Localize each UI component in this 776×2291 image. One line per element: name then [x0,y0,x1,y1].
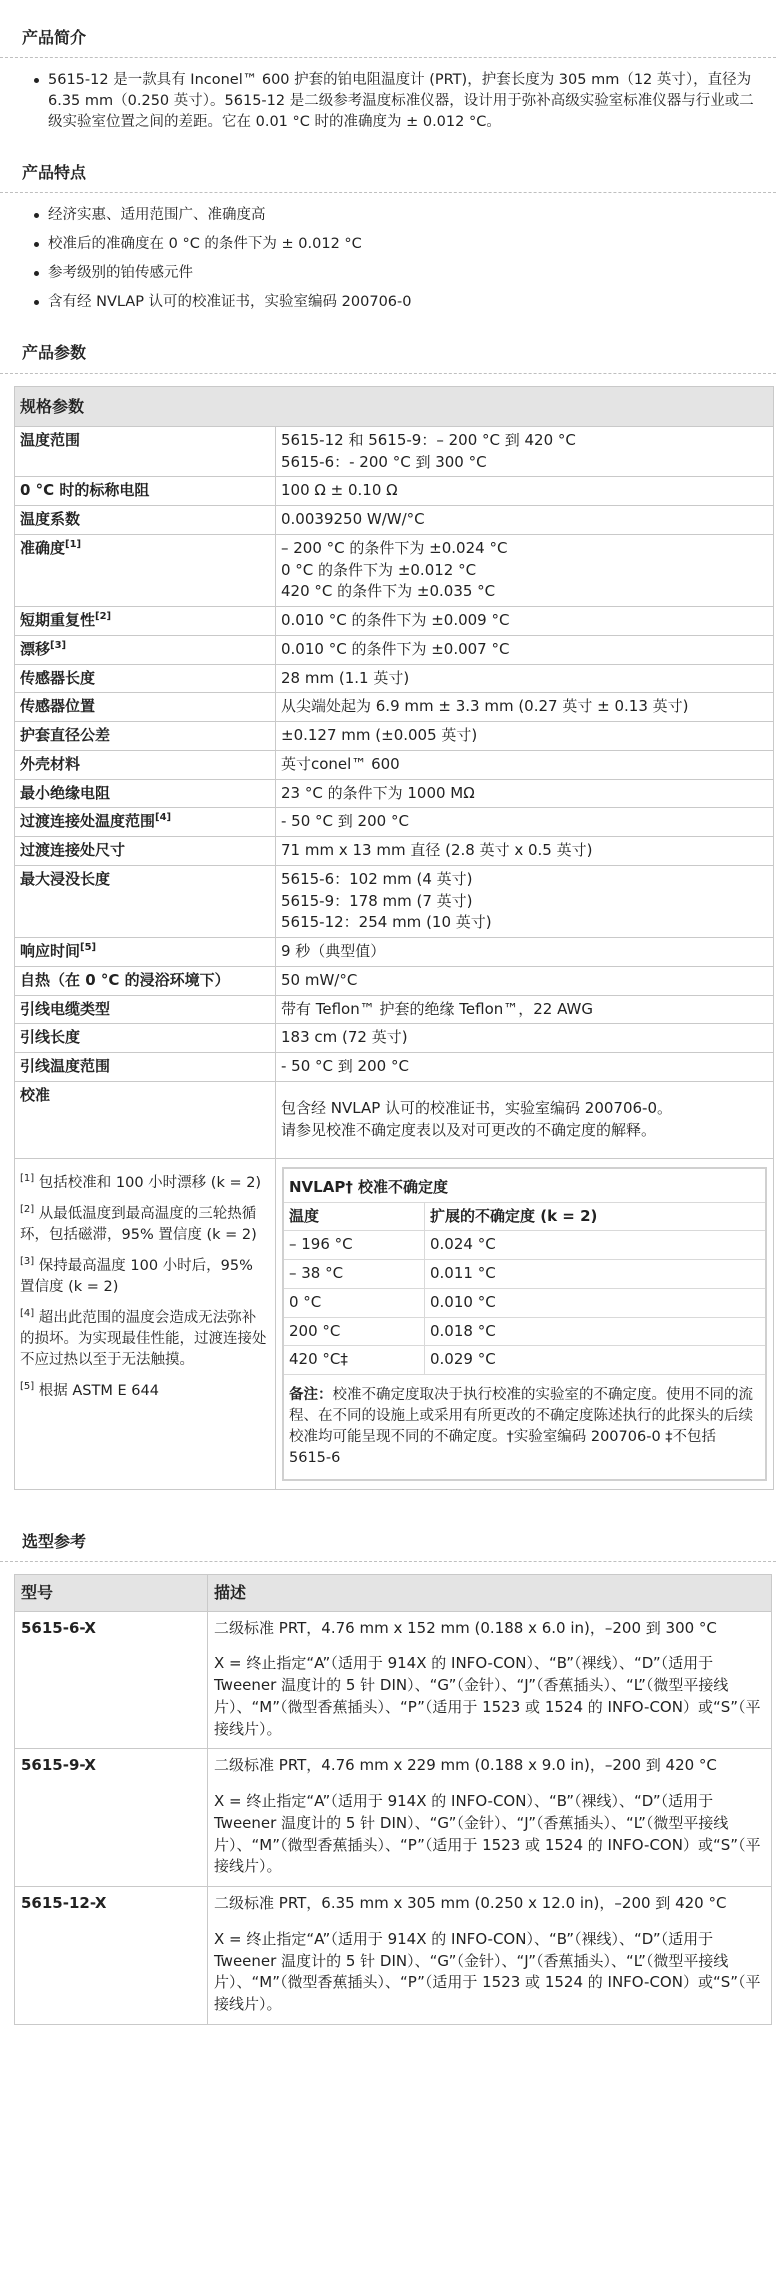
spec-label-cell [15,865,276,937]
spec-value-cell [276,938,774,967]
nvlap-cell [276,1158,774,1489]
spec-row [15,722,774,751]
spec-label-cell [15,607,276,636]
spec-value-cell [276,607,774,636]
nvlap-note-text: 校准不确定度取决于执行校准的实验室的不确定度。使用不同的流程、在不同的设施上或采用有所更改的不确定度陈述执行的此探头的后续校准均可能呈现不同的不确定度。†实验室编码 200706-0 ‡不包括 5615-6 [289,1387,753,1467]
spec-label: 响应时间 [20,942,81,961]
spec-value-line: 带有 Teflon™ 护套的绝缘 Teflon™，22 AWG [281,999,594,1018]
calibration-line: 请参见校准不确定度表以及对可更改的不确定度的解释。 [281,1120,657,1139]
spec-row [15,808,774,837]
spec-row [15,664,774,693]
spec-row [15,966,774,995]
footnote-text: 根据 ASTM E 644 [34,1382,159,1399]
spec-value-line: 183 cm (72 英寸) [281,1028,408,1047]
spec-caption-row [15,386,774,426]
spec-value-cell [276,750,774,779]
features-list [0,205,776,327]
spec-value-line: 5615-12 和 5615-9：– 200 °C 到 420 °C [281,430,576,449]
model-detail: X = 终止指定“A”（适用于 914X 的 INFO-CON）、“B”（裸线）、“D”（适用于 Tweener 温度计的 5 针 DIN）、“G”（金针）、“J”（香蕉插头）、“L”（微型平接线片）、“M”（微型香蕉插头）、“P”（适用于 1523 或 1524 的 INFO-CON）或“S”（平接线片）。 [214,1654,761,1738]
model-code: 5615-9-X [15,1749,208,1887]
footnote-item [20,1381,270,1402]
spec-value-line: 100 Ω ± 0.10 Ω [281,481,398,500]
intro-heading: 产品简介 [0,12,776,58]
spec-label: 温度范围 [20,430,81,449]
spec-row [15,506,774,535]
footnote-item [20,1256,270,1298]
spec-value-line: 5615-6：- 200 °C 到 300 °C [281,452,487,471]
model-row [15,1749,772,1887]
calibration-value [276,1081,774,1158]
spec-row [15,750,774,779]
spec-row [15,426,774,477]
spec-label: 传感器位置 [20,697,96,716]
footnote-row [15,1158,774,1489]
spec-label-cell [15,808,276,837]
spec-label: 最小绝缘电阻 [20,783,111,802]
footnote-text: 超出此范围的温度会造成无法弥补的损坏。为实现最佳性能，过渡连接处不应过热以至于无法触摸。 [20,1309,267,1368]
spec-value-line: 英寸conel™ 600 [281,754,400,773]
spec-label-cell [15,506,276,535]
feature-item: 校准后的准确度在 0 °C 的条件下为 ± 0.012 °C [34,234,756,255]
spec-label-cell [15,426,276,477]
footnote-text: 保持最高温度 100 小时后，95% 置信度 (k = 2) [20,1257,253,1295]
nvlap-row [283,1260,766,1289]
spec-value-cell [276,635,774,664]
spec-value-line: - 50 °C 到 200 °C [281,1057,409,1076]
spec-row [15,995,774,1024]
spec-value-line: 71 mm x 13 mm 直径 (2.8 英寸 x 0.5 英寸) [281,841,593,860]
nvlap-row [283,1317,766,1346]
params-heading: 产品参数 [0,327,776,373]
model-desc-cell [208,1749,772,1887]
spec-row [15,1053,774,1082]
spec-value-cell [276,1053,774,1082]
spec-label: 漂移 [20,639,51,658]
footnote-item [20,1173,270,1194]
models-heading: 选型参考 [0,1516,776,1562]
spec-value-cell [276,966,774,995]
footnotes [15,1158,276,1489]
footnote-mark: [4] [20,1308,35,1320]
spec-label-cell [15,722,276,751]
spec-value-line: 9 秒（典型值） [281,942,386,961]
spec-value-line: 从尖端处起为 6.9 mm ± 3.3 mm (0.27 英寸 ± 0.13 英寸) [281,697,689,716]
spec-value-cell [276,506,774,535]
footnote-mark: [2] [20,1204,35,1216]
spec-label-cell [15,779,276,808]
footnote-mark: [5] [20,1381,35,1393]
spec-value-line: ±0.127 mm (±0.005 英寸) [281,726,478,745]
model-desc-cell [208,1887,772,2025]
spec-label: 短期重复性 [20,611,96,630]
spec-label: 引线电缆类型 [20,999,111,1018]
nvlap-unc: 0.018 °C [425,1317,767,1346]
spec-label: 自热（在 0 °C 的浸浴环境下） [20,970,230,989]
intro-text: 5615-12 是一款具有 Inconel™ 600 护套的铂电阻温度计 (PRT)，护套长度为 305 mm（12 英寸），直径为 6.35 mm（0.250 英寸）。5615-12 是二级参考温度标准仪器，设计用于弥补高级实验室标准仪器与行业或二级实验室位置之间的差距。它在 0.01 °C 时的准确度为 ± 0.012 °C。 [34,70,756,133]
spec-label: 引线温度范围 [20,1057,111,1076]
spec-label: 护套直径公差 [20,726,111,745]
spec-row [15,693,774,722]
spec-value-line: 0 °C 的条件下为 ±0.012 °C [281,560,477,579]
spec-row [15,779,774,808]
spec-value-cell [276,664,774,693]
nvlap-row [283,1231,766,1260]
spec-row [15,865,774,937]
spec-label-cell [15,664,276,693]
footnote-item [20,1204,270,1246]
spec-value-line: 28 mm (1.1 英寸) [281,668,410,687]
model-row [15,1887,772,2025]
spec-value-line: 0.0039250 W/W/°C [281,510,425,529]
nvlap-unc: 0.029 °C [425,1346,767,1375]
calibration-row [15,1081,774,1158]
spec-value-line: 5615-12：254 mm (10 英寸) [281,913,492,932]
footnote-text: 包括校准和 100 小时漂移 (k = 2) [34,1174,262,1191]
nvlap-unc: 0.024 °C [425,1231,767,1260]
model-header-row [15,1575,772,1611]
spec-label-cell [15,693,276,722]
spec-label-cell [15,750,276,779]
nvlap-row [283,1288,766,1317]
spec-footnote-ref: [5] [80,942,97,954]
footnote-text: 从最低温度到最高温度的三轮热循环，包括磁滞，95% 置信度 (k = 2) [20,1205,257,1243]
model-code: 5615-12-X [15,1887,208,2025]
spec-label-cell [15,477,276,506]
model-desc: 二级标准 PRT，4.76 mm x 229 mm (0.188 x 9.0 in)，–200 到 420 °C [214,1756,717,1775]
spec-caption: 规格参数 [15,386,774,426]
spec-label-cell [15,635,276,664]
nvlap-temp: – 38 °C [283,1260,425,1289]
footnote-mark: [1] [20,1173,35,1185]
nvlap-title: NVLAP† 校准不确定度 [289,1177,449,1196]
nvlap-note [283,1375,766,1481]
calibration-line: 包含经 NVLAP 认可的校准证书，实验室编码 200706-0。 [281,1099,673,1118]
spec-row [15,635,774,664]
spec-value-cell [276,693,774,722]
spec-label: 外壳材料 [20,754,81,773]
spec-value-cell [276,534,774,606]
spec-label-cell [15,995,276,1024]
spec-value-line: 23 °C 的条件下为 1000 MΩ [281,783,475,802]
model-row [15,1611,772,1749]
spec-label-cell [15,837,276,866]
spec-label: 过渡连接处尺寸 [20,841,126,860]
spec-footnote-ref: [3] [50,639,67,651]
feature-item: 经济实惠、适用范围广、准确度高 [34,205,756,226]
nvlap-col-temp: 温度 [283,1202,425,1231]
spec-value-cell [276,995,774,1024]
spec-footnote-ref: [4] [155,812,172,824]
model-desc-cell [208,1611,772,1749]
spec-value-cell [276,779,774,808]
model-desc: 二级标准 PRT，6.35 mm x 305 mm (0.250 x 12.0 in)，–200 到 420 °C [214,1894,727,1913]
footnote-mark: [3] [20,1256,35,1268]
nvlap-note-label: 备注： [289,1387,333,1404]
spec-value-line: 50 mW/°C [281,970,358,989]
spec-label: 引线长度 [20,1028,81,1047]
feature-item: 含有经 NVLAP 认可的校准证书，实验室编码 200706-0 [34,292,756,313]
nvlap-unc: 0.011 °C [425,1260,767,1289]
spec-row [15,938,774,967]
spec-table [14,386,774,1491]
desc-col-header: 描述 [208,1575,772,1611]
spec-label-cell [15,534,276,606]
model-code: 5615-6-X [15,1611,208,1749]
spec-row [15,534,774,606]
spec-value-cell [276,1024,774,1053]
spec-value-line: – 200 °C 的条件下为 ±0.024 °C [281,538,508,557]
nvlap-temp: 200 °C [283,1317,425,1346]
spec-label: 传感器长度 [20,668,96,687]
spec-label: 温度系数 [20,510,81,529]
model-detail: X = 终止指定“A”（适用于 914X 的 INFO-CON）、“B”（裸线）、“D”（适用于 Tweener 温度计的 5 针 DIN）、“G”（金针）、“J”（香蕉插头）、“L”（微型平接线片）、“M”（微型香蕉插头）、“P”（适用于 1523 或 1524 的 INFO-CON）或“S”（平接线片）。 [214,1929,761,2014]
spec-label: 准确度 [20,538,66,557]
spec-value-line: - 50 °C 到 200 °C [281,812,409,831]
spec-value-cell [276,426,774,477]
spec-label-cell [15,1053,276,1082]
features-heading: 产品特点 [0,147,776,193]
footnote-item [20,1308,270,1371]
nvlap-row [283,1346,766,1375]
spec-value-line: 5615-6：102 mm (4 英寸) [281,869,473,888]
spec-value-cell [276,837,774,866]
spec-row [15,607,774,636]
spec-row [15,837,774,866]
feature-item: 参考级别的铂传感元件 [34,263,756,284]
nvlap-temp: – 196 °C [283,1231,425,1260]
model-detail: X = 终止指定“A”（适用于 914X 的 INFO-CON）、“B”（裸线）、“D”（适用于 Tweener 温度计的 5 针 DIN）、“G”（金针）、“J”（香蕉插头）、“L”（微型平接线片）、“M”（微型香蕉插头）、“P”（适用于 1523 或 1524 的 INFO-CON）或“S”（平接线片）。 [214,1792,761,1876]
spec-footnote-ref: [1] [65,538,82,550]
spec-row [15,477,774,506]
spec-label: 0 °C 时的标称电阻 [20,481,150,500]
model-desc: 二级标准 PRT，4.76 mm x 152 mm (0.188 x 6.0 in)，–200 到 300 °C [214,1618,717,1637]
model-col-header: 型号 [15,1575,208,1611]
spec-label: 过渡连接处温度范围 [20,812,156,831]
spec-value-line: 0.010 °C 的条件下为 ±0.009 °C [281,611,510,630]
spec-label-cell [15,1024,276,1053]
spec-value-cell [276,865,774,937]
spec-value-line: 0.010 °C 的条件下为 ±0.007 °C [281,639,510,658]
nvlap-col-unc: 扩展的不确定度 (k = 2) [425,1202,767,1231]
intro-list [0,70,776,147]
spec-value-line: 5615-9：178 mm (7 英寸) [281,891,473,910]
spec-value-line: 420 °C 的条件下为 ±0.035 °C [281,582,496,601]
spec-value-cell [276,477,774,506]
nvlap-unc: 0.010 °C [425,1288,767,1317]
nvlap-temp: 420 °C‡ [283,1346,425,1375]
spec-value-cell [276,808,774,837]
nvlap-temp: 0 °C [283,1288,425,1317]
nvlap-table [282,1167,767,1481]
spec-value-cell [276,722,774,751]
model-table [14,1574,772,2024]
calibration-label: 校准 [15,1081,276,1158]
spec-row [15,1024,774,1053]
spec-label: 最大浸没长度 [20,869,111,888]
spec-label-cell [15,938,276,967]
spec-label-cell [15,966,276,995]
spec-footnote-ref: [2] [95,611,112,623]
